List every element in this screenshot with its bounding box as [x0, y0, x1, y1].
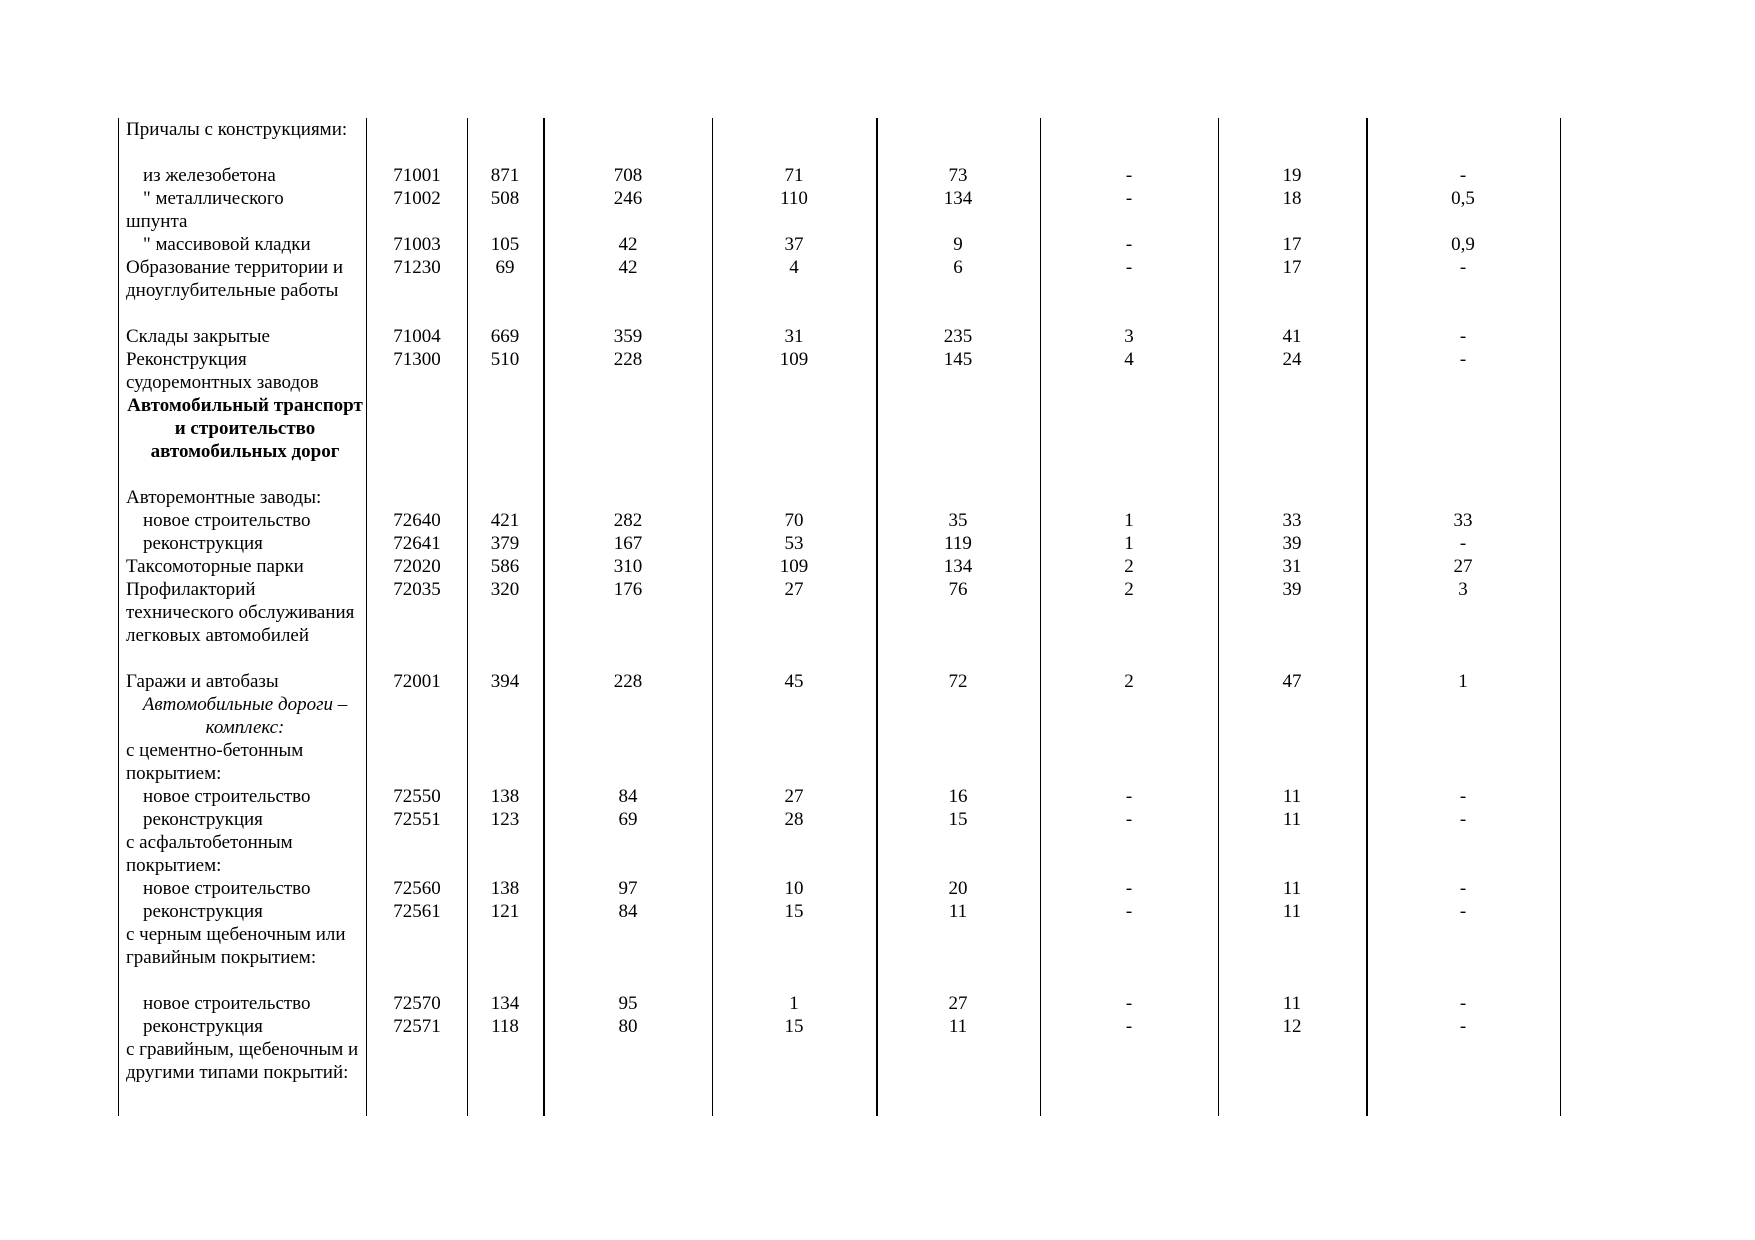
row-label: Авторемонтные заводы:: [126, 487, 322, 508]
row-value: 3: [1124, 326, 1134, 347]
row-value: 41: [1282, 326, 1302, 347]
row-value: 119: [944, 533, 972, 554]
column-divider: [1040, 118, 1041, 1116]
row-label: реконструкция: [143, 809, 263, 830]
row-code: 72551: [393, 809, 441, 830]
row-label: Реконструкция судоремонтных заводов: [126, 349, 319, 393]
row-value: 53: [784, 533, 804, 554]
row-value: 16: [948, 786, 968, 807]
row-code: 71300: [393, 349, 441, 370]
row-value: 669: [490, 326, 520, 347]
row-value: 167: [613, 533, 643, 554]
row-value: -: [1459, 533, 1467, 554]
row-code: 72020: [393, 556, 441, 577]
row-label: Склады закрытые: [126, 326, 270, 347]
row-value: 95: [618, 993, 638, 1014]
row-code: 72571: [393, 1016, 441, 1037]
row-value: 69: [495, 257, 515, 278]
row-value: 35: [948, 510, 968, 531]
row-value: 282: [613, 510, 643, 531]
row-value: 1: [1124, 533, 1134, 554]
row-value: 2: [1124, 579, 1134, 600]
row-value: 3: [1458, 579, 1468, 600]
row-value: -: [1125, 993, 1133, 1014]
row-value: 105: [490, 234, 520, 255]
row-value: 246: [613, 188, 643, 209]
row-value: 28: [784, 809, 804, 830]
row-value: 118: [491, 1016, 519, 1037]
row-value: 27: [948, 993, 968, 1014]
row-value: 39: [1282, 533, 1302, 554]
row-value: 2: [1124, 671, 1134, 692]
row-value: 17: [1282, 257, 1302, 278]
row-value: -: [1125, 257, 1133, 278]
row-value: -: [1125, 188, 1133, 209]
row-value: 310: [613, 556, 643, 577]
row-value: 2: [1124, 556, 1134, 577]
row-value: 76: [948, 579, 968, 600]
row-label: новое строительство: [143, 878, 311, 899]
row-value: 320: [490, 579, 520, 600]
row-label: Гаражи и автобазы: [126, 671, 279, 692]
row-code: 72641: [393, 533, 441, 554]
row-value: 109: [779, 349, 809, 370]
row-value: -: [1125, 165, 1133, 186]
row-value: 37: [784, 234, 804, 255]
row-value: 15: [784, 1016, 804, 1037]
row-code: 71230: [393, 257, 441, 278]
row-value: -: [1459, 349, 1467, 370]
row-value: 69: [618, 809, 638, 830]
row-value: 70: [784, 510, 804, 531]
row-code: 71003: [393, 234, 441, 255]
row-code: 72640: [393, 510, 441, 531]
row-label: реконструкция: [143, 533, 263, 554]
row-value: 11: [1282, 901, 1302, 922]
row-value: 9: [953, 234, 963, 255]
row-value: 84: [618, 786, 638, 807]
row-value: 134: [943, 556, 973, 577]
data-table: [118, 118, 1561, 1116]
row-code: 72560: [393, 878, 441, 899]
row-value: 586: [490, 556, 520, 577]
row-label: с цементно-бетонным покрытием:: [126, 740, 304, 784]
column-divider: [1218, 118, 1219, 1116]
row-value: 33: [1453, 510, 1473, 531]
row-value: 11: [1282, 786, 1302, 807]
row-value: 228: [613, 349, 643, 370]
row-value: 0,9: [1451, 234, 1475, 255]
row-value: 10: [784, 878, 804, 899]
row-label: реконструкция: [143, 1016, 263, 1037]
row-value: 27: [1453, 556, 1473, 577]
row-label: из железобетона: [143, 165, 276, 186]
row-label: " массивовой кладки: [143, 234, 311, 255]
row-value: -: [1459, 326, 1467, 347]
column-divider: [118, 118, 119, 1116]
row-code: 72035: [393, 579, 441, 600]
row-value: 97: [618, 878, 638, 899]
row-code: 71001: [393, 165, 441, 186]
row-value: 228: [613, 671, 643, 692]
row-value: -: [1125, 878, 1133, 899]
row-value: 708: [613, 165, 643, 186]
row-value: -: [1459, 257, 1467, 278]
row-value: 19: [1282, 165, 1302, 186]
row-label: новое строительство: [143, 993, 311, 1014]
column-divider: [467, 118, 468, 1116]
row-value: 176: [613, 579, 643, 600]
column-divider: [1560, 118, 1561, 1116]
row-value: -: [1125, 234, 1133, 255]
row-value: 80: [618, 1016, 638, 1037]
row-value: 138: [490, 786, 520, 807]
row-value: 15: [948, 809, 968, 830]
row-value: 20: [948, 878, 968, 899]
row-value: -: [1125, 786, 1133, 807]
row-value: 11: [1282, 809, 1302, 830]
row-value: 421: [490, 510, 520, 531]
row-value: 394: [490, 671, 520, 692]
row-value: 145: [943, 349, 973, 370]
row-value: -: [1459, 878, 1467, 899]
row-value: 45: [784, 671, 804, 692]
row-value: 11: [1282, 993, 1302, 1014]
row-value: 31: [1282, 556, 1302, 577]
row-label: Таксомоторные парки: [126, 556, 304, 577]
row-value: 39: [1282, 579, 1302, 600]
row-label: Автомобильные дороги – комплекс:: [142, 694, 348, 738]
row-label: новое строительство: [143, 510, 311, 531]
row-value: 1: [789, 993, 799, 1014]
row-label: реконструкция: [143, 901, 263, 922]
row-value: 134: [490, 993, 520, 1014]
row-label: новое строительство: [143, 786, 311, 807]
row-value: 11: [1282, 878, 1302, 899]
row-value: 1: [1458, 671, 1468, 692]
row-value: 871: [490, 165, 520, 186]
row-value: 6: [953, 257, 963, 278]
row-label: с асфальтобетонным покрытием:: [126, 832, 293, 876]
row-value: 359: [613, 326, 643, 347]
row-value: 15: [784, 901, 804, 922]
row-value: 17: [1282, 234, 1302, 255]
row-code: 71002: [393, 188, 441, 209]
row-label: Автомобильный транспорт и строительство автомобильных дорог: [127, 395, 363, 462]
row-value: 27: [784, 579, 804, 600]
row-value: 18: [1282, 188, 1302, 209]
row-value: 24: [1282, 349, 1302, 370]
row-value: -: [1125, 1016, 1133, 1037]
row-value: 12: [1282, 1016, 1302, 1037]
row-label: Причалы с конструкциями:: [126, 119, 348, 140]
row-value: 47: [1282, 671, 1302, 692]
row-value: 138: [490, 878, 520, 899]
row-value: -: [1459, 809, 1467, 830]
row-label: с гравийным, щебеночным и другими типами покрытий:: [126, 1039, 359, 1083]
row-label: с черным щебеночным или гравийным покрытием:: [126, 924, 346, 968]
row-label: Образование территории и дноуглубительные работы: [126, 257, 344, 301]
row-value: 27: [784, 786, 804, 807]
column-divider: [712, 118, 713, 1116]
row-value: 110: [780, 188, 808, 209]
row-code: 72561: [393, 901, 441, 922]
row-value: -: [1459, 165, 1467, 186]
row-value: 508: [490, 188, 520, 209]
row-code: 72570: [393, 993, 441, 1014]
row-value: 1: [1124, 510, 1134, 531]
row-code: 72001: [393, 671, 441, 692]
row-value: 31: [784, 326, 804, 347]
row-value: 84: [618, 901, 638, 922]
row-code: 71004: [393, 326, 441, 347]
row-value: 121: [490, 901, 520, 922]
row-value: 42: [618, 234, 638, 255]
column-divider: [366, 118, 367, 1116]
row-code: 72550: [393, 786, 441, 807]
row-value: 11: [948, 1016, 968, 1037]
row-value: 72: [948, 671, 968, 692]
row-value: 235: [943, 326, 973, 347]
row-value: 71: [784, 165, 804, 186]
row-value: -: [1125, 809, 1133, 830]
row-value: -: [1459, 993, 1467, 1014]
row-value: 123: [490, 809, 520, 830]
row-label: " металлического: [143, 188, 284, 209]
row-value: 109: [779, 556, 809, 577]
row-label: Профилакторий технического обслуживания легковых автомобилей: [126, 579, 355, 646]
row-value: -: [1125, 901, 1133, 922]
row-value: 379: [490, 533, 520, 554]
row-value: 73: [948, 165, 968, 186]
row-value: -: [1459, 1016, 1467, 1037]
row-value: -: [1459, 786, 1467, 807]
row-value: 4: [789, 257, 799, 278]
row-value: -: [1459, 901, 1467, 922]
row-value: 0,5: [1451, 188, 1475, 209]
column-divider: [543, 118, 545, 1116]
row-value: 33: [1282, 510, 1302, 531]
row-label: шпунта: [126, 211, 188, 232]
row-value: 42: [618, 257, 638, 278]
row-value: 11: [948, 901, 968, 922]
row-value: 510: [490, 349, 520, 370]
row-value: 134: [943, 188, 973, 209]
row-value: 4: [1124, 349, 1134, 370]
